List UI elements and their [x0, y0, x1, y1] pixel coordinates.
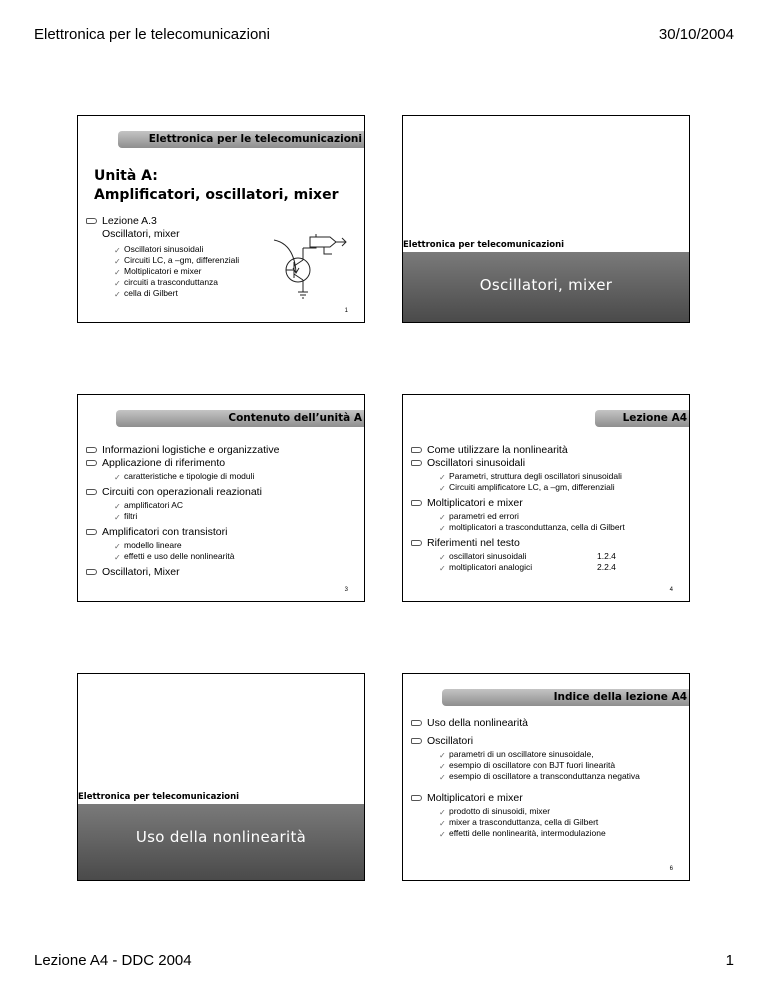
list-item-text: Moltiplicatori e mixer [427, 792, 523, 804]
slide-title-bar: Lezione A4 [595, 410, 689, 427]
sub-item [112, 500, 279, 511]
list-item-text: Oscillatori, Mixer [102, 566, 180, 578]
reference-section: 1.2.4 [597, 551, 616, 561]
check-icon: ✓ [439, 553, 446, 562]
sub-item-text: moltiplicatori a trasconduttanza, cella di Gilbert [449, 522, 625, 532]
bullet-arrow-icon [86, 529, 97, 535]
list-item [403, 444, 625, 457]
page-footer-label: Lezione A4 - DDC 2004 [34, 952, 192, 969]
sub-item-text: circuiti a trasconduttanza [124, 277, 219, 287]
check-icon: ✓ [439, 830, 446, 839]
list-item [78, 215, 239, 299]
sub-item [112, 266, 239, 277]
slide-1 [77, 115, 365, 323]
sub-item-text: effetti delle nonlinearità, intermodulazione [449, 828, 606, 838]
bullet-arrow-icon [411, 795, 422, 801]
section-title: Uso della nonlinearità [78, 804, 364, 880]
check-icon: ✓ [114, 542, 121, 551]
sub-list [112, 471, 279, 482]
check-icon: ✓ [439, 819, 446, 828]
sub-item [437, 522, 625, 533]
slide-2 [402, 115, 690, 323]
sub-item [437, 828, 640, 839]
bullet-list [78, 215, 239, 303]
list-item-text: Riferimenti nel testo [427, 537, 520, 549]
sub-item-text: amplificatori AC [124, 500, 184, 510]
sub-item [437, 471, 625, 482]
bullet-arrow-icon [86, 489, 97, 495]
check-icon: ✓ [114, 513, 121, 522]
sub-item-text: Oscillatori sinusoidali [124, 244, 204, 254]
list-item-text: Circuiti con operazionali reazionati [102, 486, 262, 498]
check-icon: ✓ [114, 473, 121, 482]
bullet-arrow-icon [86, 447, 97, 453]
slide-4 [402, 394, 690, 602]
reference-label: oscillatori sinusoidali [449, 551, 527, 561]
bullet-arrow-icon [411, 500, 422, 506]
sub-item [112, 255, 239, 266]
sub-item [437, 806, 640, 817]
sub-item-text: modello lineare [124, 540, 182, 550]
sub-item [437, 771, 640, 782]
bullet-arrow-icon [411, 460, 422, 466]
slide-heading-line-2: Amplificatori, oscillatori, mixer [94, 187, 339, 203]
sub-item [112, 288, 239, 299]
sub-item-text: esempio di oscillatore con BJT fuori linearità [449, 760, 616, 770]
sub-item [112, 471, 279, 482]
sub-list [437, 471, 625, 493]
slide-title-bar: Contenuto dell’unità A [116, 410, 364, 427]
sub-item-text: parametri di un oscillatore sinusoidale, [449, 749, 594, 759]
sub-item-text: effetti e uso delle nonlinearità [124, 551, 235, 561]
sub-item-text: prodotto di sinusoidi, mixer [449, 806, 551, 816]
bullet-arrow-icon [411, 540, 422, 546]
list-item [403, 457, 625, 493]
check-icon: ✓ [114, 502, 121, 511]
list-item-text: Come utilizzare la nonlinearità [427, 444, 568, 456]
sub-item [437, 749, 640, 760]
sub-item [437, 817, 640, 828]
sub-item [112, 511, 279, 522]
sub-list [437, 749, 640, 782]
list-item [78, 486, 279, 522]
sub-item-text: caratteristiche e tipologie di moduli [124, 471, 255, 481]
bullet-arrow-icon [411, 447, 422, 453]
sub-list [437, 511, 625, 533]
sub-list [112, 500, 279, 522]
list-item [403, 497, 625, 533]
sub-item-text: Circuiti amplificatore LC, a –gm, differenziali [449, 482, 615, 492]
list-item-text: Informazioni logistiche e organizzative [102, 444, 280, 456]
check-icon: ✓ [114, 268, 121, 277]
list-item-text: Amplificatori con transistori [102, 526, 228, 538]
bullet-arrow-icon [86, 460, 97, 466]
list-item-text: Oscillatori, mixer [102, 228, 180, 240]
slide-number: 3 [344, 587, 348, 593]
check-icon: ✓ [114, 257, 121, 266]
sub-item-text: Parametri, struttura degli oscillatori sinusoidali [449, 471, 622, 481]
sub-item [112, 551, 279, 562]
reference-label: moltiplicatori analogici [449, 562, 533, 572]
sub-item-text: parametri ed errori [449, 511, 519, 521]
reference-section: 2.2.4 [597, 562, 616, 572]
list-item [78, 457, 279, 482]
sub-item-text: mixer a trasconduttanza, cella di Gilbert [449, 817, 599, 827]
slide-number: 6 [669, 866, 673, 872]
slide-6 [402, 673, 690, 881]
check-icon: ✓ [439, 762, 446, 771]
list-item [403, 717, 640, 730]
slide-title-bar: Elettronica per le telecomunicazioni [118, 131, 364, 148]
sub-list [437, 806, 640, 839]
sub-item [437, 551, 625, 562]
sub-item [437, 562, 625, 573]
bullet-list [403, 717, 640, 843]
check-icon: ✓ [439, 473, 446, 482]
course-label: Elettronica per telecomunicazioni [78, 792, 240, 802]
check-icon: ✓ [439, 484, 446, 493]
sub-item [437, 482, 625, 493]
check-icon: ✓ [439, 808, 446, 817]
bullet-list [78, 444, 279, 579]
bullet-arrow-icon [86, 218, 97, 224]
slide-heading [94, 167, 339, 205]
check-icon: ✓ [114, 279, 121, 288]
slide-number: 1 [344, 308, 348, 314]
list-item-text: Oscillatori [427, 735, 474, 747]
list-item [403, 792, 640, 839]
course-label: Elettronica per telecomunicazioni [403, 240, 565, 250]
list-item [403, 735, 640, 782]
list-item [78, 566, 279, 579]
list-item [78, 444, 279, 457]
sub-item [112, 244, 239, 255]
bullet-arrow-icon [411, 720, 422, 726]
sub-item-text: esempio di oscillatore a transconduttanza negativa [449, 771, 640, 781]
sub-item-text: filtri [124, 511, 138, 521]
slide-5 [77, 673, 365, 881]
list-item [78, 526, 279, 562]
sub-list [437, 551, 625, 573]
sub-list [112, 540, 279, 562]
bullet-arrow-icon [86, 569, 97, 575]
bullet-list [403, 444, 625, 577]
check-icon: ✓ [439, 524, 446, 533]
check-icon: ✓ [439, 751, 446, 760]
list-item-text: Applicazione di riferimento [102, 457, 226, 469]
sub-list [112, 244, 239, 299]
slide-heading-line-1: Unità A: [94, 168, 158, 184]
page-header-date: 30/10/2004 [658, 26, 734, 43]
check-icon: ✓ [439, 773, 446, 782]
sub-item [112, 277, 239, 288]
list-item-text: Moltiplicatori e mixer [427, 497, 523, 509]
slide-title-bar: Indice della lezione A4 [442, 689, 689, 706]
sub-item [437, 760, 640, 771]
sub-item-text: cella di Gilbert [124, 288, 178, 298]
slide-number: 4 [669, 587, 673, 593]
sub-item-text: Moltiplicatori e mixer [124, 266, 202, 276]
bullet-arrow-icon [411, 738, 422, 744]
sub-item-text: Circuiti LC, a –gm, differenziali [124, 255, 240, 265]
check-icon: ✓ [439, 564, 446, 573]
sub-item [112, 540, 279, 551]
slide-3 [77, 394, 365, 602]
list-item [403, 537, 625, 573]
section-title: Oscillatori, mixer [403, 252, 689, 322]
list-item-text: Uso della nonlinearità [427, 717, 528, 729]
page-header-title: Elettronica per le telecomunicazioni [34, 26, 270, 43]
list-item-text: Lezione A.3 [102, 215, 157, 227]
transistor-circuit-icon [236, 230, 356, 302]
check-icon: ✓ [114, 553, 121, 562]
check-icon: ✓ [439, 513, 446, 522]
page-number: 1 [725, 952, 734, 969]
list-item-text: Oscillatori sinusoidali [427, 457, 526, 469]
check-icon: ✓ [114, 246, 121, 255]
sub-item [437, 511, 625, 522]
check-icon: ✓ [114, 290, 121, 299]
